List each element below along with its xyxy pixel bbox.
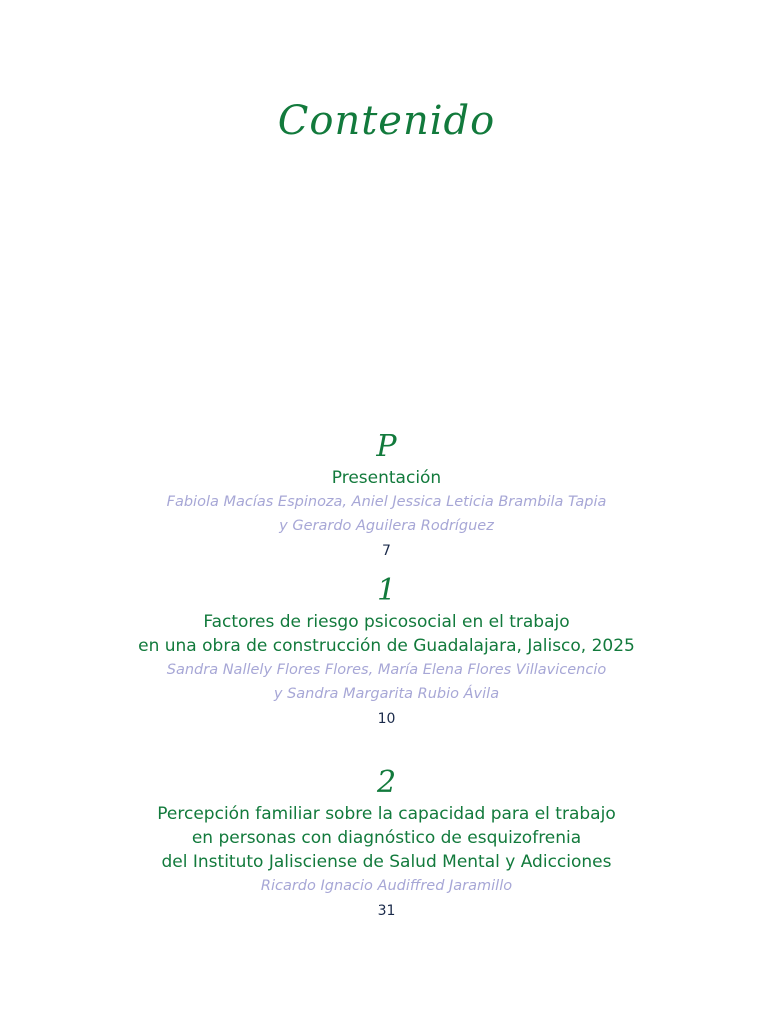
page-title: Contenido — [277, 98, 496, 144]
entry-number: P — [376, 429, 397, 464]
entry-authors — [0, 658, 773, 706]
entry-title-line: en personas con diagnóstico de esquizofrenia — [191, 828, 582, 848]
entry-title — [0, 466, 773, 490]
toc-entry-presentacion[interactable] — [0, 430, 773, 564]
toc-entry-1[interactable] — [0, 574, 773, 732]
entry-title — [0, 802, 773, 874]
entry-title-line: Factores de riesgo psicosocial en el trabajo — [203, 612, 570, 632]
entry-title-line: en una obra de construcción de Guadalajara, Jalisco, 2025 — [138, 636, 635, 656]
entry-title-line: Presentación — [331, 468, 442, 488]
entry-author-line: Sandra Nallely Flores Flores, María Elena Flores Villavicencio — [166, 662, 607, 678]
entry-author-line: y Gerardo Aguilera Rodríguez — [279, 518, 494, 534]
entry-author-line: Fabiola Macías Espinoza, Aniel Jessica Leticia Brambila Tapia — [166, 494, 607, 510]
entry-title — [0, 610, 773, 658]
entry-page-number: 7 — [382, 543, 391, 559]
toc-entry-2[interactable] — [0, 766, 773, 924]
entry-number: 1 — [376, 573, 397, 608]
entry-authors — [0, 490, 773, 538]
entry-title-line: del Instituto Jalisciense de Salud Mental y Adicciones — [161, 852, 612, 872]
entry-title-line: Percepción familiar sobre la capacidad para el trabajo — [157, 804, 616, 824]
entry-authors — [0, 874, 773, 898]
entry-author-line: Ricardo Ignacio Audiffred Jaramillo — [260, 878, 513, 894]
entry-page-number: 10 — [377, 711, 396, 727]
entry-author-line: y Sandra Margarita Rubio Ávila — [273, 686, 500, 702]
entry-number: 2 — [376, 765, 397, 800]
entry-page-number: 31 — [377, 903, 396, 919]
